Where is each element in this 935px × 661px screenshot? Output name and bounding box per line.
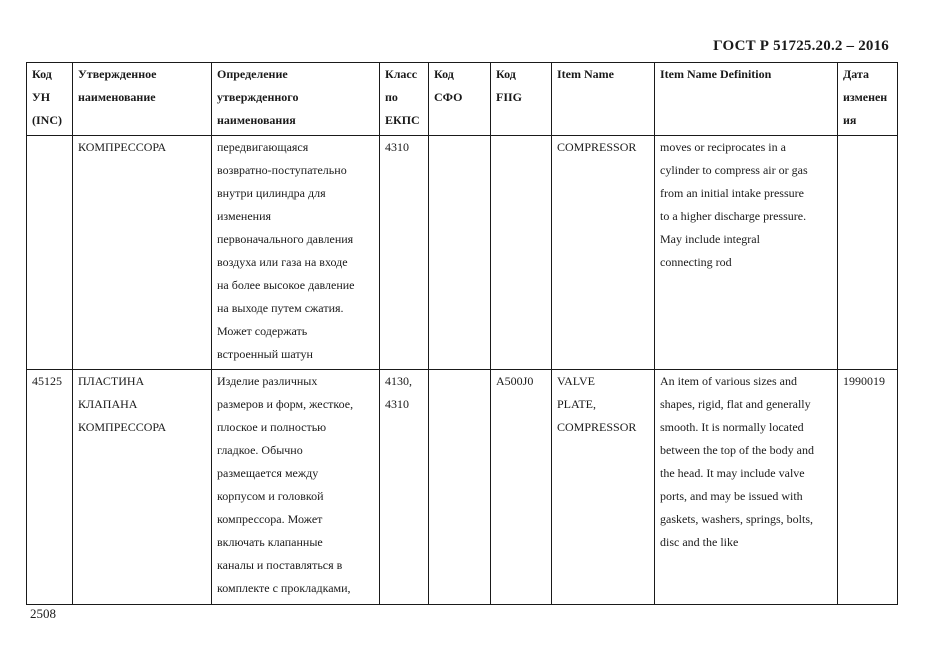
cell-item-name xyxy=(552,136,655,370)
cell-text-line: the head. It may include valve xyxy=(660,466,805,480)
cell-text-line: COMPRESSOR xyxy=(557,420,637,434)
header-line: Код xyxy=(496,67,516,81)
header-line: (INC) xyxy=(32,113,62,127)
header-line: СФО xyxy=(434,90,463,104)
cell-ekps xyxy=(380,370,429,605)
col-header-fiig xyxy=(491,63,552,136)
table-row xyxy=(27,370,898,605)
cell-text-line: cylinder to compress air or gas xyxy=(660,163,808,177)
cell-sfo xyxy=(429,370,491,605)
cell-text-line: to a higher discharge pressure. xyxy=(660,209,807,223)
cell-text-line: An item of various sizes and xyxy=(660,374,797,388)
header-line: Item Name xyxy=(557,67,614,81)
header-line: FIIG xyxy=(496,90,523,104)
cell-text-line: гладкое. Обычно xyxy=(217,443,303,457)
cell-change-date xyxy=(838,136,898,370)
cell-definition-ru xyxy=(212,370,380,605)
cell-text-line: включать клапанные xyxy=(217,535,323,549)
cell-text-line: КЛАПАНА xyxy=(78,397,138,411)
col-header-ekps xyxy=(380,63,429,136)
cell-text-line: 45125 xyxy=(32,374,62,388)
cell-text-line: ПЛАСТИНА xyxy=(78,374,145,388)
cell-text-line: встроенный шатун xyxy=(217,347,313,361)
cell-text-line: A500J0 xyxy=(496,374,534,388)
cell-text-line: VALVE xyxy=(557,374,596,388)
cell-text-line: корпусом и головкой xyxy=(217,489,324,503)
cell-text-line: 4310 xyxy=(385,397,409,411)
header-line: изменен xyxy=(843,90,888,104)
header-line: по xyxy=(385,90,398,104)
table-header-row xyxy=(27,63,898,136)
cell-text-line: shapes, rigid, flat and generally xyxy=(660,397,811,411)
cell-inc xyxy=(27,136,73,370)
cell-text-line: КОМПРЕССОРА xyxy=(78,140,167,154)
cell-text-line: компрессора. Может xyxy=(217,512,323,526)
header-line: ия xyxy=(843,113,857,127)
cell-text-line: between the top of the body and xyxy=(660,443,814,457)
cell-text-line: 4310 xyxy=(385,140,409,154)
header-line: Код xyxy=(434,67,454,81)
header-line: УН xyxy=(32,90,51,104)
cell-text-line: smooth. It is normally located xyxy=(660,420,804,434)
cell-text-line: КОМПРЕССОРА xyxy=(78,420,167,434)
cell-sfo xyxy=(429,136,491,370)
cell-text-line: комплекте с прокладками, xyxy=(217,581,351,595)
header-line: Код xyxy=(32,67,52,81)
col-header-sfo xyxy=(429,63,491,136)
cell-text-line: первоначального давления xyxy=(217,232,354,246)
cell-text-line: передвигающаяся xyxy=(217,140,309,154)
cell-text-line: gaskets, washers, springs, bolts, xyxy=(660,512,813,526)
cell-change-date xyxy=(838,370,898,605)
cell-item-name-definition xyxy=(655,136,838,370)
cell-text-line: изменения xyxy=(217,209,272,223)
cell-text-line: воздуха или газа на входе xyxy=(217,255,348,269)
header-line: Утвержденное xyxy=(78,67,157,81)
header-line: ЕКПС xyxy=(385,113,420,127)
cell-text-line: внутри цилиндра для xyxy=(217,186,326,200)
col-header-definition-ru xyxy=(212,63,380,136)
col-header-change-date xyxy=(838,63,898,136)
cell-text-line: COMPRESSOR xyxy=(557,140,637,154)
cell-ekps xyxy=(380,136,429,370)
cell-inc xyxy=(27,370,73,605)
cell-text-line: каналы и поставляться в xyxy=(217,558,343,572)
col-header-item-name-definition xyxy=(655,63,838,136)
header-line: Дата xyxy=(843,67,869,81)
header-line: наименования xyxy=(217,113,296,127)
cell-text-line: 4130, xyxy=(385,374,412,388)
cell-text-line: плоское и полностью xyxy=(217,420,327,434)
cell-item-name-definition xyxy=(655,370,838,605)
cell-text-line: на выходе путем сжатия. xyxy=(217,301,344,315)
cell-text-line: May include integral xyxy=(660,232,760,246)
table-row xyxy=(27,136,898,370)
cell-text-line: 1990019 xyxy=(843,374,885,388)
cell-approved-name xyxy=(73,370,212,605)
cell-text-line: PLATE, xyxy=(557,397,596,411)
cell-text-line: ports, and may be issued with xyxy=(660,489,803,503)
page-number: 2508 xyxy=(30,606,56,621)
header-line: Класс xyxy=(385,67,418,81)
document-standard-header: ГОСТ Р 51725.20.2 – 2016 xyxy=(713,38,889,54)
cell-fiig xyxy=(491,136,552,370)
cell-text-line: на более высокое давление xyxy=(217,278,355,292)
header-line: утвержденного xyxy=(217,90,299,104)
cell-text-line: Может содержать xyxy=(217,324,308,338)
col-header-inc xyxy=(27,63,73,136)
cell-approved-name xyxy=(73,136,212,370)
cell-text-line: возвратно-поступательно xyxy=(217,163,347,177)
cell-text-line: from an initial intake pressure xyxy=(660,186,804,200)
col-header-item-name xyxy=(552,63,655,136)
header-line: Определение xyxy=(217,67,288,81)
cell-text-line: moves or reciprocates in a xyxy=(660,140,786,154)
header-line: наименование xyxy=(78,90,156,104)
col-header-approved-name xyxy=(73,63,212,136)
cell-text-line: размещается между xyxy=(217,466,319,480)
cell-text-line: connecting rod xyxy=(660,255,732,269)
cell-fiig xyxy=(491,370,552,605)
cell-text-line: Изделие различных xyxy=(217,374,318,388)
cell-text-line: disc and the like xyxy=(660,535,739,549)
cell-item-name xyxy=(552,370,655,605)
cell-definition-ru xyxy=(212,136,380,370)
header-line: Item Name Definition xyxy=(660,67,772,81)
catalog-table xyxy=(26,62,898,605)
cell-text-line: размеров и форм, жесткое, xyxy=(217,397,354,411)
